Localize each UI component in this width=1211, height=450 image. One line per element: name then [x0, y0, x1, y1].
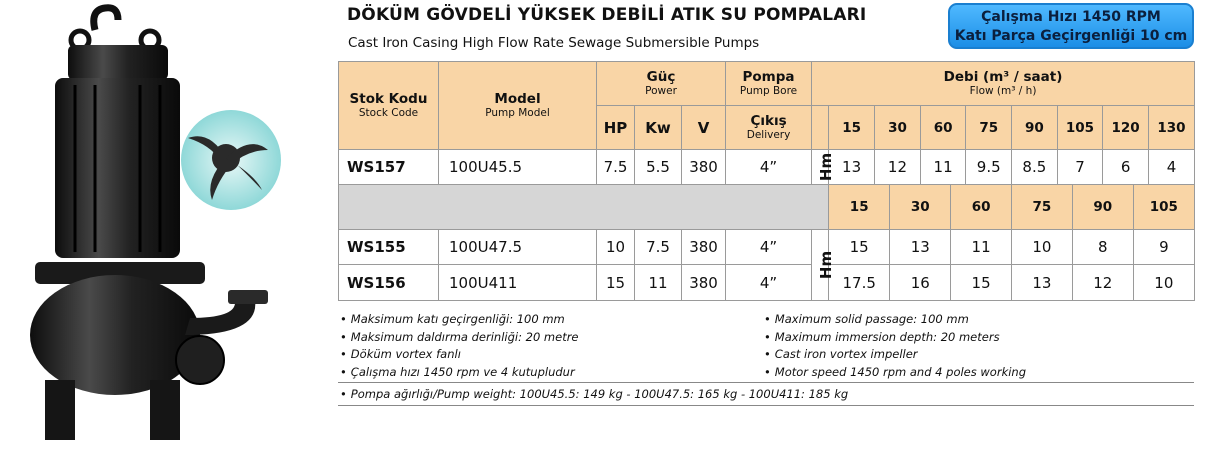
gray-separator: [339, 185, 829, 230]
header-hp: HP: [597, 106, 635, 150]
volt-cell: 380: [682, 150, 726, 185]
head-value: 15: [951, 265, 1012, 300]
spec-badge: [948, 3, 1194, 49]
flow-col-header: 90: [1012, 106, 1058, 149]
page-subtitle: Cast Iron Casing High Flow Rate Sewage Submersible Pumps: [348, 35, 760, 51]
note-item: • Motor speed 1450 rpm and 4 poles working: [764, 364, 1026, 382]
head-value: 16: [890, 265, 951, 300]
kw-cell: 5.5: [635, 150, 682, 185]
head-value: 4: [1148, 150, 1194, 184]
page-title: DÖKÜM GÖVDELİ YÜKSEK DEBİLİ ATIK SU POMPALARI: [347, 5, 867, 25]
flow-col-header: 15: [829, 106, 875, 149]
head-value: 11: [920, 150, 966, 184]
head-unit-label: Hm: [812, 150, 829, 185]
kw-cell: 7.5: [635, 230, 682, 265]
model-cell: 100U411: [439, 265, 597, 301]
head-value: 7: [1057, 150, 1103, 184]
flow-col-header: 60: [951, 185, 1012, 229]
flow-col-header: 105: [1057, 106, 1103, 149]
hp-cell: 15: [597, 265, 635, 301]
hp-cell: 10: [597, 230, 635, 265]
volt-cell: 380: [682, 230, 726, 265]
flow-col-header: 75: [966, 106, 1012, 149]
head-value: 13: [842, 158, 862, 176]
header-volt: V: [682, 106, 726, 150]
table-row: [339, 230, 1195, 265]
spec-table: [338, 61, 1195, 301]
head-value: 8: [1072, 230, 1133, 264]
head-value: 12: [1072, 265, 1133, 300]
table-row: [339, 150, 1195, 185]
head-values: [829, 265, 1195, 301]
header-kw: Kw: [635, 106, 682, 150]
divider: [338, 405, 1194, 406]
table-row: [339, 265, 1195, 301]
model-cell: 100U47.5: [439, 230, 597, 265]
delivery-cell: 4”: [726, 265, 812, 301]
header-pump: Pompa Pump Bore: [726, 62, 812, 106]
note-item: • Maksimum daldırma derinliği: 20 metre: [340, 329, 579, 347]
flow-col-header: 105: [1133, 185, 1194, 229]
flow-col-header: 30: [890, 185, 951, 229]
head-value: 6: [1103, 150, 1149, 184]
delivery-cell: 4”: [726, 230, 812, 265]
head-value: 17.5: [842, 273, 876, 292]
notes-turkish: [340, 311, 579, 381]
note-item: • Cast iron vortex impeller: [764, 346, 1026, 364]
notes-english: [764, 311, 1026, 381]
head-values: [829, 150, 1195, 185]
stock-code-cell: WS155: [339, 230, 439, 265]
head-value: 9.5: [966, 150, 1012, 184]
head-unit-label: Hm: [812, 230, 829, 301]
hp-cell: 7.5: [597, 150, 635, 185]
note-item: • Çalışma hızı 1450 rpm ve 4 kutupludur: [340, 364, 579, 382]
note-item: • Maximum solid passage: 100 mm: [764, 311, 1026, 329]
head-value: 10: [1133, 265, 1194, 300]
stock-code-cell: WS156: [339, 265, 439, 301]
head-value: 9: [1133, 230, 1194, 264]
badge-rpm: Çalışma Hızı 1450 RPM: [981, 9, 1161, 25]
header-delivery: Çıkış Delivery: [726, 106, 812, 150]
flow-cols-b: [829, 185, 1195, 230]
head-value: 13: [1012, 265, 1073, 300]
header-model: Model Pump Model: [439, 62, 597, 150]
note-item: • Döküm vortex fanlı: [340, 346, 579, 364]
flow-col-header: 75: [1012, 185, 1073, 229]
kw-cell: 11: [635, 265, 682, 301]
note-item: • Maximum immersion depth: 20 meters: [764, 329, 1026, 347]
badge-solid-passage: Katı Parça Geçirgenliği 10 cm: [954, 28, 1188, 44]
flow-col-header: 120: [1103, 106, 1149, 149]
flow-col-header: 15: [829, 185, 890, 229]
header-flow-spacer: [812, 106, 829, 150]
flow-col-header: 90: [1072, 185, 1133, 229]
divider: [338, 382, 1194, 383]
volt-cell: 380: [682, 265, 726, 301]
flow-col-header: 60: [920, 106, 966, 149]
head-value: 12: [875, 150, 921, 184]
head-value: 8.5: [1012, 150, 1058, 184]
head-values: [829, 230, 1195, 265]
header-flow: Debi (m³ / saat) Flow (m³ / h): [812, 62, 1195, 106]
stock-code-cell: WS157: [339, 150, 439, 185]
flow-col-header: 30: [875, 106, 921, 149]
head-value: 10: [1012, 230, 1073, 264]
model-cell: 100U45.5: [439, 150, 597, 185]
flow-cols-a: [829, 106, 1195, 150]
head-value: 15: [849, 238, 869, 256]
delivery-cell: 4”: [726, 150, 812, 185]
pump-weight-note: • Pompa ağırlığı/Pump weight: 100U45.5: 149 kg - 100U47.5: 165 kg - 100U411: 185 kg: [340, 387, 848, 401]
head-value: 11: [951, 230, 1012, 264]
note-item: • Maksimum katı geçirgenliği: 100 mm: [340, 311, 579, 329]
flow-col-header: 130: [1148, 106, 1194, 149]
header-stock-code: Stok Kodu Stock Code: [339, 62, 439, 150]
head-value: 13: [890, 230, 951, 264]
pump-illustration: [0, 0, 330, 450]
header-power: Güç Power: [597, 62, 726, 106]
